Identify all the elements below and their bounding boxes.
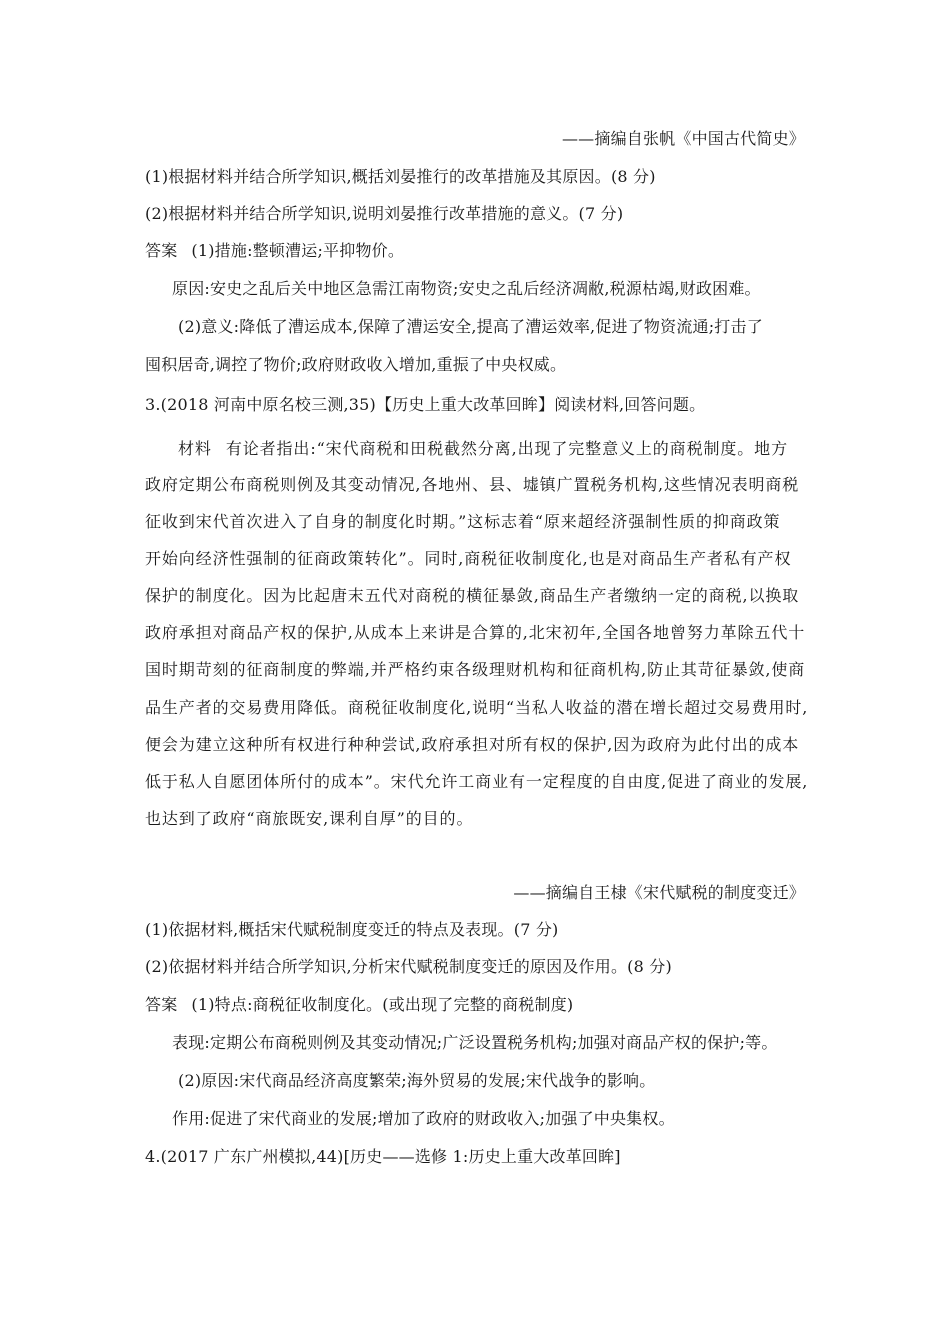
material-line-3: 征收到宋代首次进入了自身的制度化时期。”这标志着“原来超经济强制性质的抑商政策 — [145, 512, 781, 531]
material-line-5: 保护的制度化。因为比起唐末五代对商税的横征暴敛,商品生产者缴纳一定的商税,以换取 — [145, 586, 800, 605]
material-line-1: 材料 有论者指出:“宋代商税和田税截然分离,出现了完整意义上的商税制度。地方 — [178, 439, 788, 458]
material-line-4: 开始向经济性强制的征商政策转化”。同时,商税征收制度化,也是对商品生产者私有产权 — [145, 549, 792, 568]
answer-2-1-reason: 原因:安史之乱后关中地区急需江南物资;安史之乱后经济凋敝,税源枯竭,财政困难。 — [172, 279, 761, 298]
source-citation: ——摘编自王棣《宋代赋税的制度变迁》 — [513, 883, 805, 902]
answer-row-2-1 — [145, 240, 815, 262]
answer-label: 答案 — [145, 241, 178, 260]
question-4-heading: 4.(2017 广东广州模拟,44)[历史——选修 1:历史上重大改革回眸] — [145, 1147, 621, 1166]
material-line-7: 国时期苛刻的征商制度的弊端,并严格约束各级理财机构和征商机构,防止其苛征暴敛,使商 — [145, 660, 806, 679]
question-2-1: (1)根据材料并结合所学知识,概括刘晏推行的改革措施及其原因。(8 分) — [145, 167, 656, 186]
answer-2-1: (1)措施:整顿漕运;平抑物价。 — [191, 241, 405, 260]
question-3-2: (2)依据材料并结合所学知识,分析宋代赋税制度变迁的原因及作用。(8 分) — [145, 957, 672, 976]
material-line-10: 低于私人自愿团体所付的成本”。宋代允许工商业有一定程度的自由度,促进了商业的发展, — [145, 772, 809, 791]
answer-3-1-show: 表现:定期公布商税则例及其变动情况;广泛设置税务机构;加强对商品产权的保护;等。 — [172, 1033, 778, 1052]
material-line-6: 政府承担对商品产权的保护,从成本上来讲是合算的,北宋初年,全国各地曾努力革除五代十 — [145, 623, 806, 642]
question-3-heading: 3.(2018 河南中原名校三测,35)【历史上重大改革回眸】阅读材料,回答问题。 — [145, 395, 706, 414]
material-line-9: 便会为建立这种所有权进行种种尝试,政府承担对所有权的保护,因为政府为此付出的成本 — [145, 735, 800, 754]
question-3-1: (1)依据材料,概括宋代赋税制度变迁的特点及表现。(7 分) — [145, 920, 559, 939]
answer-3-2-reason: (2)原因:宋代商品经济高度繁荣;海外贸易的发展;宋代战争的影响。 — [178, 1071, 656, 1090]
material-line-11: 也达到了政府“商旅既安,课利自厚”的目的。 — [145, 809, 474, 828]
answer-3-2-effect: 作用:促进了宋代商业的发展;增加了政府的财政收入;加强了中央集权。 — [172, 1109, 675, 1128]
answer-2-2-line1: (2)意义:降低了漕运成本,保障了漕运安全,提高了漕运效率,促进了物资流通;打击了 — [178, 317, 763, 336]
answer-row-3-1 — [145, 994, 815, 1016]
material-label: 材料 — [178, 439, 212, 458]
source-citation: ——摘编自张帆《中国古代简史》 — [561, 129, 805, 148]
answer-3-1: (1)特点:商税征收制度化。(或出现了完整的商税制度) — [191, 995, 574, 1014]
material-line-8: 品生产者的交易费用降低。商税征收制度化,说明“当私人收益的潜在增长超过交易费用时, — [145, 698, 809, 717]
material-line-2: 政府定期公布商税则例及其变动情况,各地州、县、墟镇广置税务机构,这些情况表明商税 — [145, 475, 800, 494]
question-2-2: (2)根据材料并结合所学知识,说明刘晏推行改革措施的意义。(7 分) — [145, 204, 624, 223]
answer-2-2-line2: 囤积居奇,调控了物价;政府财政收入增加,重振了中央权威。 — [145, 355, 567, 374]
answer-label: 答案 — [145, 995, 178, 1014]
